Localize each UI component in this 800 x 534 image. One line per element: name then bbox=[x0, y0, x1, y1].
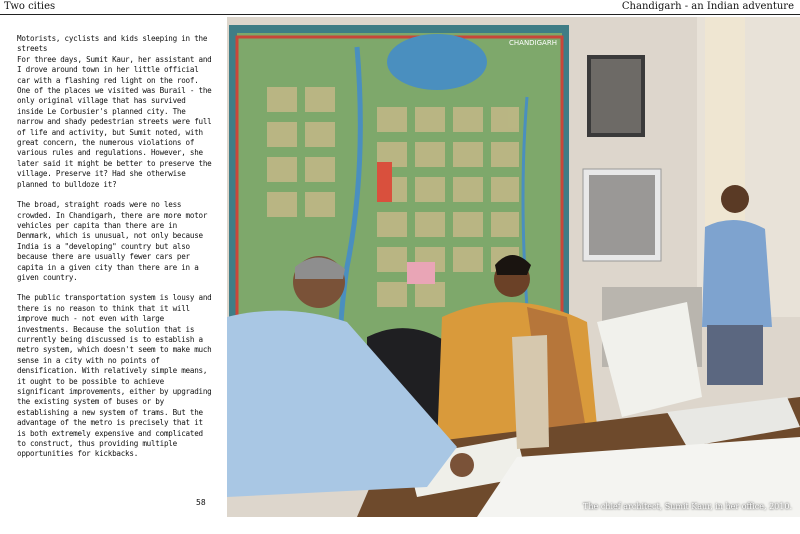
photo-caption: The chief architect, Sumit Kaur, in her office, 2010. bbox=[583, 502, 792, 511]
header-left-title: Two cities bbox=[4, 1, 56, 12]
paragraph-2: The broad, straight roads were no less crowded. In Chandigarh, there are more motor vehicles per capita than there are in Denmark, which is unusual, not only because India is a "developing" country but also because there are usually fewer cars per capita in a given city than there are in a given country. bbox=[17, 200, 208, 282]
paragraph-1 bbox=[17, 34, 212, 190]
paragraph-3: The public transportation system is lousy and there is no reason to think that it will improve much - not even with large investments. Because the solution that is currently being discussed is to establish a metro system, which doesn't seem to make much sense in a city with no points of densification. With relatively simple means, it ought to be possible to achieve significant improvements, either by upgrading the existing system of buses or by establishing a new system of trams. But the advantage of the metro is precisely that it is both extremely expensive and complicated to construct, thus providing multiple opportunities for kickbacks. bbox=[17, 293, 212, 459]
header-right-title: Chandigarh - an Indian adventure bbox=[621, 1, 794, 12]
header-rule bbox=[0, 14, 800, 15]
office-photo bbox=[227, 17, 800, 517]
paragraph-1-text: For three days, Sumit Kaur, her assistant and I drove around town in her little official car with a flashing red light on the roof. One of the places we visited was Burail - the only original village that has survived inside Le Corbusier's planned city. The narrow and shady pedestrian streets were full of life and activity, but Sumit noted, with great concern, the numerous violations of various rules and regulations. However, she later said it might be better to preserve the village. Preserve it? Had she otherwise planned to bulldoze it? bbox=[17, 54, 212, 189]
page-number: 58 bbox=[196, 498, 206, 507]
office-photo-illustration bbox=[227, 17, 800, 517]
map-label: CHANDIGARH bbox=[509, 39, 557, 47]
body-text-column bbox=[17, 34, 212, 470]
section-heading: Motorists, cyclists and kids sleeping in the streets bbox=[17, 34, 208, 54]
